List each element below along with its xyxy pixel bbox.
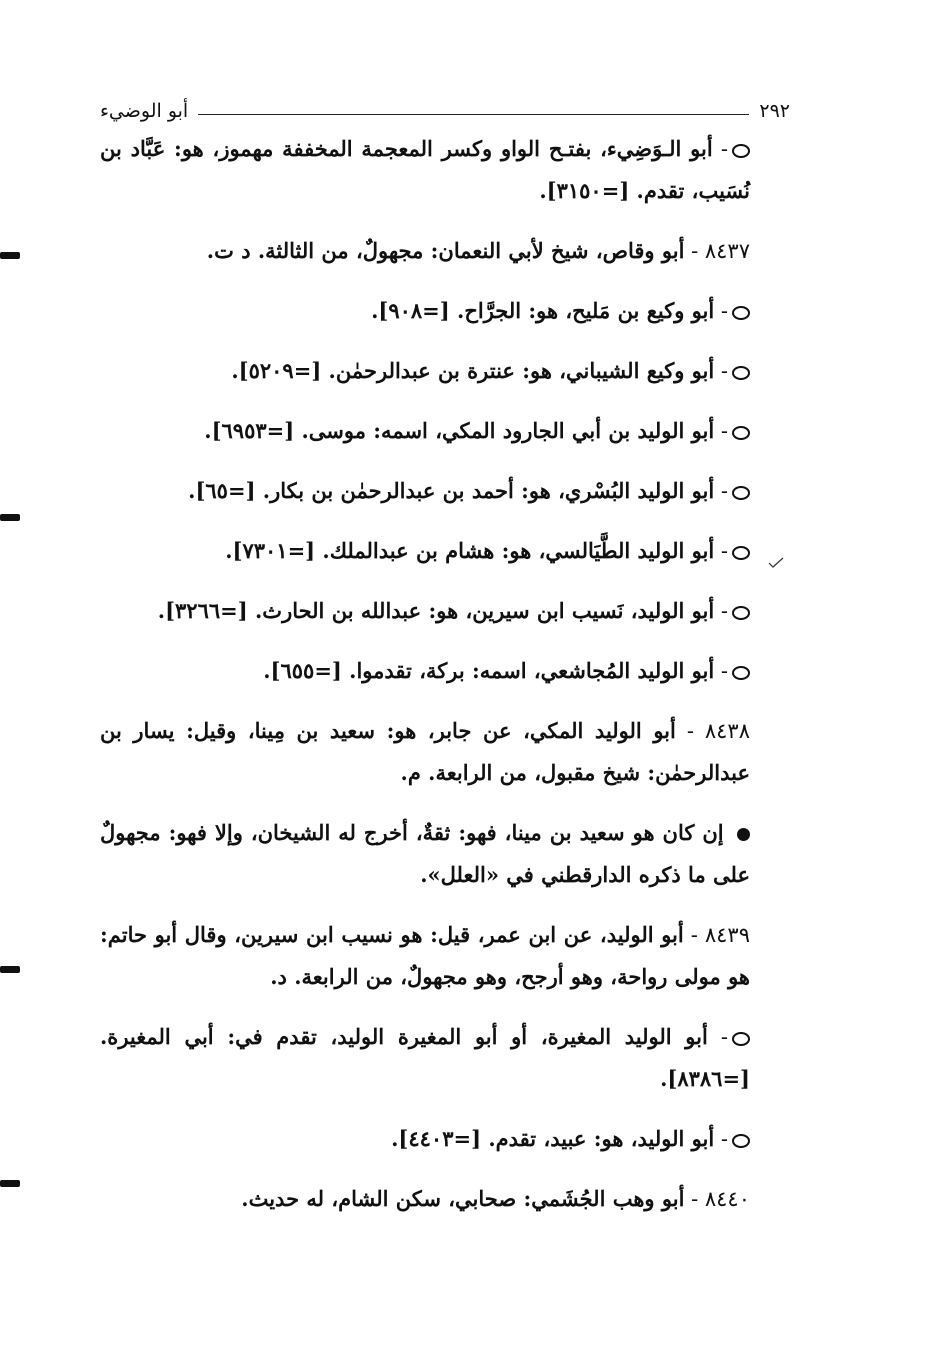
entry-marker: ٨٤٣٨ - [686, 719, 750, 743]
entry-marker: ٨٤٣٩ - [690, 923, 750, 947]
entry-marker: - [720, 659, 728, 683]
entry-text: أبو الوليد المغيرة، أو أبو المغيرة الوليد، تقدم في: أبي المغيرة. [=٨٣٨٦]. [100, 1024, 750, 1091]
entry-numbered [100, 230, 795, 272]
entry-cross-reference [100, 650, 795, 692]
entry-cross-reference [100, 590, 795, 632]
entry-marker: - [720, 299, 728, 323]
entry-text: أبو الوليد، نَسيب ابن سيرين، هو: عبدالله بن الحارث. [=٣٢٦٦]. [157, 598, 715, 623]
entry-cross-reference [100, 530, 795, 572]
entry-numbered [100, 914, 795, 998]
entry-cross-reference [100, 1118, 795, 1160]
circle-marker-icon [732, 1032, 750, 1046]
circle-marker-icon [732, 606, 750, 620]
entry-commentary [100, 812, 795, 896]
circle-marker-icon [732, 366, 750, 380]
page-number: ٢٩٢ [759, 100, 790, 122]
circle-marker-icon [732, 426, 750, 440]
entry-text: أبو وقاص، شيخ لأبي النعمان: مجهولٌ، من الثالثة. د ت. [206, 238, 685, 263]
entry-text: أبو الوليد، هو: عبيد، تقدم. [=٤٤٠٣]. [391, 1126, 715, 1151]
entry-text: أبو الـوَضِيء، بفتـح الواو وكسر المعجمة المخففة مهموز، هو: عَبَّاد بن نُسَيب، تقدم. [=٣١٥٠]. [100, 136, 750, 203]
page-edge-mark [0, 1180, 20, 1187]
entry-marker: - [720, 599, 728, 623]
header-rule [198, 114, 749, 115]
page-edge-mark [0, 966, 20, 973]
entry-numbered [100, 1178, 795, 1220]
circle-marker-icon [732, 666, 750, 680]
entry-text: أبو وكيع بن مَليح، هو: الجرَّاح. [=٩٠٨]. [371, 298, 715, 323]
page-body [100, 128, 795, 1220]
circle-marker-icon [732, 144, 750, 158]
entry-text: أبو الوليد المكي، عن جابر، هو: سعيد بن مِينا، وقيل: يسار بن عبدالرحمٰن: شيخ مقبول، من الرابعة. م. [100, 718, 750, 785]
bullet-dot-icon [737, 828, 750, 841]
page-edge-mark [0, 252, 20, 259]
entry-numbered [100, 710, 795, 794]
entry-cross-reference [100, 350, 795, 392]
entry-marker: - [720, 539, 728, 563]
entry-text: أبو الوليد بن أبي الجارود المكي، اسمه: موسى. [=٦٩٥٣]. [204, 418, 715, 443]
running-title: أبو الوضيء [100, 100, 189, 122]
running-header [100, 92, 790, 122]
entry-marker: - [720, 479, 728, 503]
entry-cross-reference [100, 410, 795, 452]
entry-cross-reference [100, 470, 795, 512]
entry-text: أبو الوليد الطَّيَالسي، هو: هشام بن عبدالملك. [=٧٣٠١]. [225, 538, 715, 563]
entry-text: أبو وهب الجُشَمي: صحابي، سكن الشام، له حديث. [241, 1186, 685, 1211]
entry-cross-reference [100, 128, 795, 212]
entry-marker: ٨٤٣٧ - [691, 239, 750, 263]
entry-marker: - [720, 1127, 728, 1151]
entry-text: إن كان هو سعيد بن مينا، فهو: ثقةٌ، أخرج له الشيخان، وإلا فهو: مجهولٌ على ما ذكره الدارقطني في «العلل». [100, 820, 750, 887]
entry-text: أبو وكيع الشيباني، هو: عنترة بن عبدالرحمٰن. [=٥٢٠٩]. [231, 358, 715, 383]
entry-marker: - [720, 1025, 728, 1049]
entry-marker: - [720, 359, 728, 383]
entry-text: أبو الوليد المُجاشعي، اسمه: بركة، تقدموا. [=٦٥٥]. [263, 658, 715, 683]
circle-marker-icon [732, 1134, 750, 1148]
entry-marker: ٨٤٤٠ - [691, 1187, 750, 1211]
circle-marker-icon [732, 546, 750, 560]
entry-cross-reference [100, 1016, 795, 1100]
entry-text: أبو الوليد البُسْري، هو: أحمد بن عبدالرحمٰن بن بكار. [=٦٥]. [188, 478, 715, 503]
check-mark-icon [768, 557, 784, 569]
page-edge-mark [0, 514, 20, 521]
circle-marker-icon [732, 306, 750, 320]
entry-cross-reference [100, 290, 795, 332]
entry-text: أبو الوليد، عن ابن عمر، قيل: هو نسيب ابن سيرين، وقال أبو حاتم: هو مولى رواحة، وهو أرجح، وهو مجهولٌ، من الرابعة. د. [100, 922, 750, 989]
entry-marker: - [720, 419, 728, 443]
entry-marker: - [720, 137, 728, 161]
circle-marker-icon [732, 486, 750, 500]
